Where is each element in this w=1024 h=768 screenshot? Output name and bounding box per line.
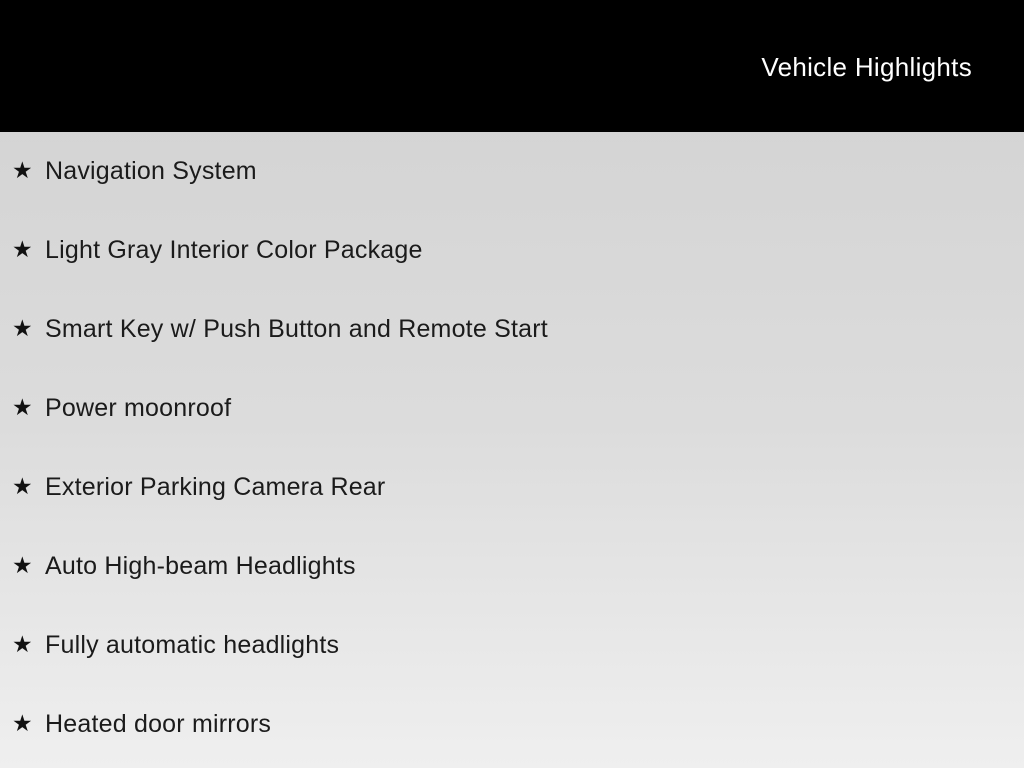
list-item (0, 685, 1024, 764)
highlight-label: Power moonroof (45, 394, 232, 422)
highlight-label: Smart Key w/ Push Button and Remote Start (45, 315, 548, 343)
star-icon: ★ (12, 552, 33, 578)
list-item (0, 369, 1024, 448)
highlight-label: Fully automatic headlights (45, 631, 340, 659)
star-icon: ★ (12, 157, 33, 183)
list-item (0, 606, 1024, 685)
highlight-label: Light Gray Interior Color Package (45, 236, 423, 264)
star-icon: ★ (12, 710, 33, 736)
highlights-list (0, 132, 1024, 764)
highlight-label: Auto High-beam Headlights (45, 552, 356, 580)
star-icon: ★ (12, 394, 33, 420)
list-item (0, 211, 1024, 290)
star-icon: ★ (12, 236, 33, 262)
star-icon: ★ (12, 473, 33, 499)
highlight-label: Exterior Parking Camera Rear (45, 473, 386, 501)
highlight-label: Navigation System (45, 157, 257, 185)
highlight-label: Heated door mirrors (45, 710, 272, 738)
list-item (0, 527, 1024, 606)
list-item (0, 448, 1024, 527)
list-item (0, 290, 1024, 369)
page-header (0, 0, 1024, 132)
star-icon: ★ (12, 631, 33, 657)
list-item (0, 132, 1024, 211)
star-icon: ★ (12, 315, 33, 341)
page-title: Vehicle Highlights (761, 51, 972, 82)
